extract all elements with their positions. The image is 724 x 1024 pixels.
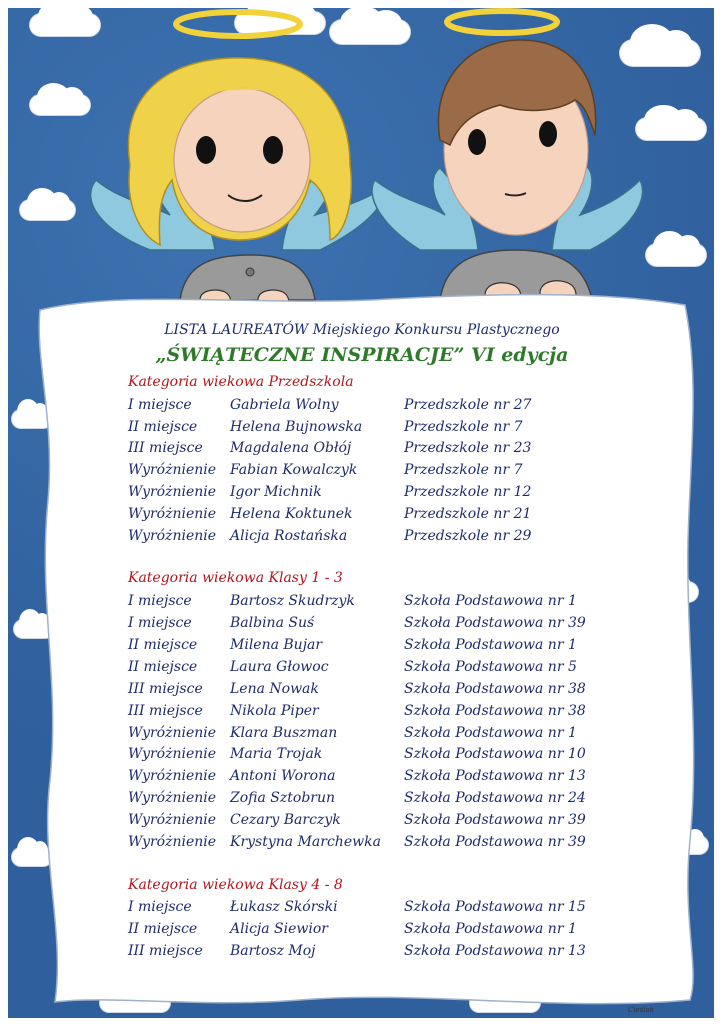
name-cell: Balbina Suś [230,615,315,631]
name-cell: Laura Głowoc [230,659,329,675]
name-cell: Alicja Siewior [230,921,328,937]
list-heading: LISTA LAUREATÓW Miejskiego Konkursu Plastycznego [164,322,560,338]
name-cell: Igor Michnik [230,484,322,500]
place-cell: III miejsce [128,943,203,959]
table-row [128,725,608,747]
school-cell: Szkoła Podstawowa nr 1 [404,725,577,741]
category-title: Kategoria wiekowa Klasy 1 - 3 [128,570,343,586]
table-row [128,812,608,834]
table-row [128,768,608,790]
place-cell: III miejsce [128,440,203,456]
school-cell: Szkoła Podstawowa nr 39 [404,812,586,828]
school-cell: Szkoła Podstawowa nr 10 [404,746,586,762]
table-row [128,834,608,856]
name-cell: Maria Trojak [230,746,323,762]
school-cell: Szkoła Podstawowa nr 39 [404,834,586,850]
name-cell: Zofia Sztobrun [230,790,335,806]
table-row [128,943,608,965]
table-row [128,899,608,921]
category-title: Kategoria wiekowa Przedszkola [128,374,354,390]
place-cell: II miejsce [128,659,198,675]
school-cell: Szkoła Podstawowa nr 24 [404,790,586,806]
name-cell: Łukasz Skórski [230,899,338,915]
school-cell: Szkoła Podstawowa nr 38 [404,681,586,697]
name-cell: Bartosz Skudrzyk [230,593,355,609]
place-cell: I miejsce [128,593,192,609]
category-title: Kategoria wiekowa Klasy 4 - 8 [128,877,343,893]
name-cell: Antoni Worona [230,768,336,784]
place-cell: Wyróżnienie [128,812,217,828]
name-cell: Bartosz Moj [230,943,316,959]
name-cell: Cezary Barczyk [230,812,341,828]
place-cell: Wyróżnienie [128,506,217,522]
name-cell: Magdalena Obłój [230,440,352,456]
place-cell: Wyróżnienie [128,725,217,741]
school-cell: Szkoła Podstawowa nr 1 [404,921,577,937]
place-cell: Wyróżnienie [128,462,217,478]
name-cell: Milena Bujar [230,637,323,653]
school-cell: Szkoła Podstawowa nr 1 [404,637,577,653]
school-cell: Szkoła Podstawowa nr 15 [404,899,586,915]
school-cell: Przedszkole nr 12 [404,484,532,500]
table-row [128,397,608,419]
school-cell: Przedszkole nr 7 [404,419,523,435]
table-row [128,637,608,659]
place-cell: I miejsce [128,615,192,631]
school-cell: Szkoła Podstawowa nr 13 [404,768,586,784]
table-row [128,462,608,484]
table-row [128,506,608,528]
name-cell: Helena Bujnowska [230,419,363,435]
place-cell: II miejsce [128,921,198,937]
competition-title: „ŚWIĄTECZNE INSPIRACJE” VI edycja [155,344,569,366]
table-row [128,484,608,506]
name-cell: Nikola Piper [230,703,319,719]
table-row [128,703,608,725]
school-cell: Szkoła Podstawowa nr 13 [404,943,586,959]
name-cell: Fabian Kowalczyk [230,462,358,478]
table-row [128,746,608,768]
place-cell: II miejsce [128,637,198,653]
table-row [128,921,608,943]
name-cell: Helena Koktunek [230,506,353,522]
school-cell: Przedszkole nr 23 [404,440,532,456]
school-cell: Szkoła Podstawowa nr 5 [404,659,577,675]
table-row [128,681,608,703]
school-cell: Przedszkole nr 29 [404,528,532,544]
table-row [128,659,608,681]
name-cell: Alicja Rostańska [230,528,348,544]
school-cell: Przedszkole nr 7 [404,462,523,478]
table-row [128,528,608,550]
name-cell: Lena Nowak [230,681,319,697]
school-cell: Przedszkole nr 27 [404,397,532,413]
name-cell: Gabriela Wolny [230,397,339,413]
place-cell: Wyróżnienie [128,790,217,806]
school-cell: Szkoła Podstawowa nr 38 [404,703,586,719]
place-cell: III miejsce [128,703,203,719]
place-cell: Wyróżnienie [128,746,217,762]
place-cell: I miejsce [128,899,192,915]
table-row [128,593,608,615]
table-row [128,615,608,637]
place-cell: I miejsce [128,397,192,413]
table-row [128,790,608,812]
table-row [128,440,608,462]
place-cell: II miejsce [128,419,198,435]
school-cell: Przedszkole nr 21 [404,506,532,522]
school-cell: Szkoła Podstawowa nr 39 [404,615,586,631]
place-cell: III miejsce [128,681,203,697]
place-cell: Wyróżnienie [128,528,217,544]
name-cell: Klara Buszman [230,725,338,741]
place-cell: Wyróżnienie [128,768,217,784]
table-row [128,419,608,441]
school-cell: Szkoła Podstawowa nr 1 [404,593,577,609]
place-cell: Wyróżnienie [128,484,217,500]
artist-signature: Cieślak [628,1006,654,1014]
place-cell: Wyróżnienie [128,834,217,850]
name-cell: Krystyna Marchewka [230,834,381,850]
